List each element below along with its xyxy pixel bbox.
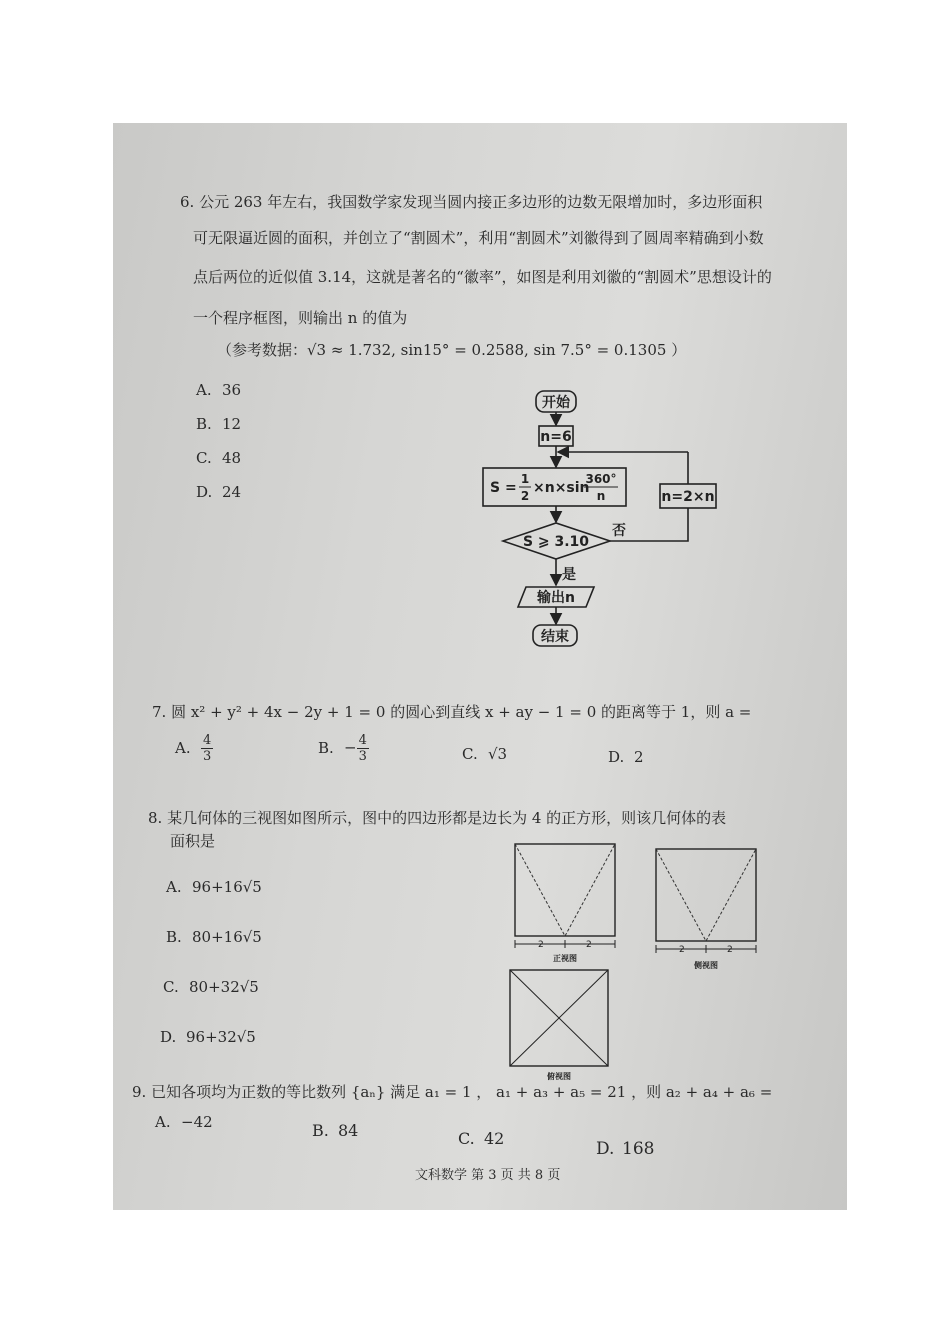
front-dim-right: 2	[586, 940, 592, 950]
q6-line3: 点后两位的近似值 3.14，这就是著名的“徽率”，如图是利用刘徽的“割圆术”思想设计的	[193, 268, 772, 286]
flow-half-num: 1	[520, 472, 530, 486]
front-view	[510, 840, 620, 968]
q7-stem: 7. 圆 x² + y² + 4x − 2y + 1 = 0 的圆心到直线 x + ay − 1 = 0 的距离等于 1，则 a =	[152, 703, 752, 721]
q8-option-b: B. 80+16√5	[166, 928, 262, 946]
q9-option-d: D. 168	[596, 1139, 655, 1159]
q8-option-d: D. 96+32√5	[160, 1028, 256, 1046]
flow-no-label: 否	[612, 523, 626, 539]
q6-option-d: D. 24	[196, 483, 242, 501]
front-view-caption: 正视图	[553, 954, 577, 963]
q7-option-a: A. $\frac{4}{3}$	[175, 733, 212, 764]
q6-line2: 可无限逼近圆的面积，并创立了“割圆术”，利用“割圆术”刘徽得到了圆周率精确到小数	[193, 229, 764, 247]
q7-option-b: B. − $\frac{4}{3}$	[318, 733, 367, 764]
exam-page	[113, 123, 847, 1210]
flow-update-text: n=2×n	[661, 489, 715, 505]
side-dim-right: 2	[727, 945, 733, 955]
flow-angle-den: n	[596, 489, 606, 503]
side-view-caption: 侧视图	[694, 961, 718, 970]
q8-line1: 8. 某几何体的三视图如图所示，图中的四边形都是边长为 4 的正方形，则该几何体的表	[148, 809, 727, 827]
flow-yes-label: 是	[562, 567, 576, 583]
q6-option-b: B. 12	[196, 415, 242, 433]
side-dim-left: 2	[679, 945, 685, 955]
page-footer: 文科数学 第 3 页 共 8 页	[415, 1168, 561, 1183]
side-view	[650, 845, 760, 973]
flow-angle-num: 360°	[585, 472, 617, 486]
q9-option-b: B. 84	[312, 1121, 359, 1140]
top-view	[505, 967, 615, 1085]
q9-option-a: A. −42	[155, 1113, 213, 1131]
q8-line2: 面积是	[170, 832, 216, 850]
flow-condition-text: S ⩾ 3.10	[522, 534, 590, 550]
q6-option-a: A. 36	[196, 381, 242, 399]
q8-option-c: C. 80+32√5	[163, 978, 259, 996]
top-view-caption: 俯视图	[547, 1072, 571, 1081]
q6-reference-data: （参考数据：√3 ≈ 1.732, sin15° = 0.2588, sin 7.5° = 0.1305 ）	[217, 341, 687, 359]
flow-init-text: n=6	[540, 429, 572, 445]
flow-start-text: 开始	[542, 395, 570, 411]
flow-formula-left: S =	[490, 480, 517, 496]
q9-option-c: C. 42	[458, 1129, 505, 1148]
q6-line4: 一个程序框图，则输出 n 的值为	[193, 309, 408, 327]
q6-line1: 6. 公元 263 年左右，我国数学家发现当圆内接正多边形的边数无限增加时，多边形面积	[180, 193, 763, 211]
flow-output-text: 输出n	[537, 590, 575, 606]
q7-option-d: D. 2	[608, 748, 644, 766]
q8-option-a: A. 96+16√5	[166, 878, 262, 896]
flow-formula-mid: ×n×sin	[533, 480, 590, 496]
q6-option-c: C. 48	[196, 449, 242, 467]
flow-half-den: 2	[520, 489, 530, 503]
flow-end-text: 结束	[541, 629, 569, 645]
front-dim-left: 2	[538, 940, 544, 950]
q9-stem: 9. 已知各项均为正数的等比数列 {aₙ} 满足 a₁ = 1 ， a₁ + a₃ + a₅ = 21 ，则 a₂ + a₄ + a₆ =	[132, 1083, 773, 1101]
flowchart	[470, 385, 740, 655]
q7-option-c: C. √3	[462, 745, 508, 763]
